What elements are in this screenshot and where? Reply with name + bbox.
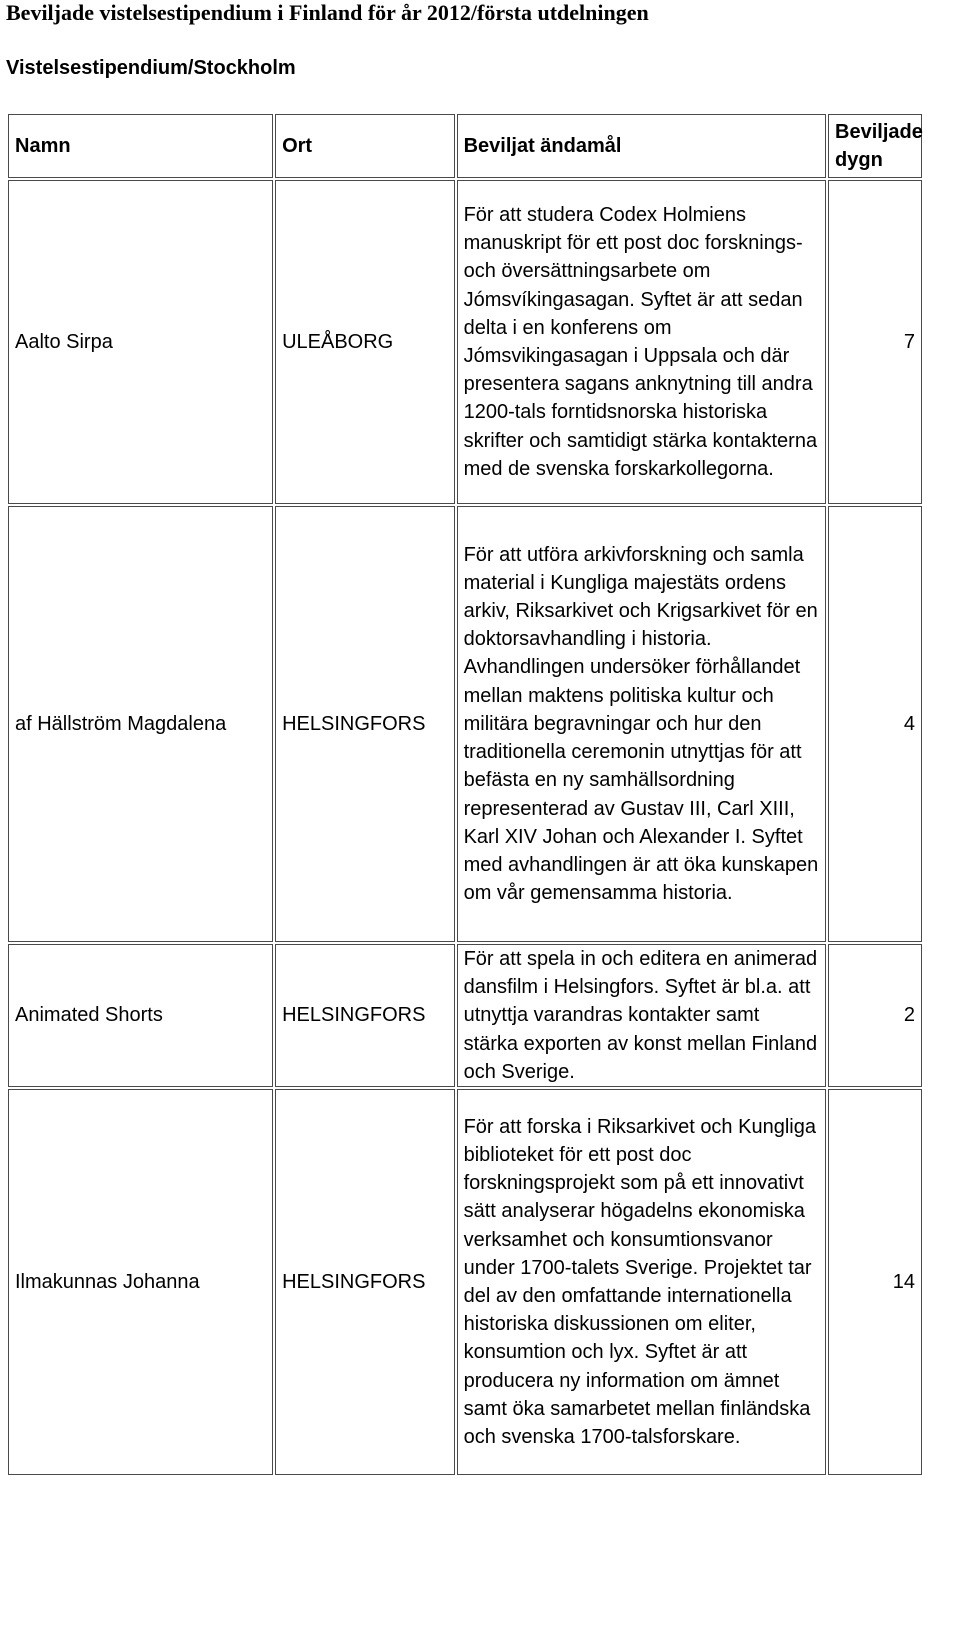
cell-purpose: För att spela in och editera en animerad dansfilm i Helsingfors. Syftet är bl.a. att utnyttja varandras kontakter samt stärka exporten av konst mellan Finland och Sverige. [457,944,826,1087]
section-subtitle: Vistelsestipendium/Stockholm [6,57,296,79]
column-header-place: Ort [275,114,455,178]
cell-name: Aalto Sirpa [8,180,273,504]
cell-place: HELSINGFORS [275,1089,455,1475]
cell-purpose: För att forska i Riksarkivet och Kungliga biblioteket för ett post doc forskningsprojekt som på ett innovativt sätt analyserar högadelns ekonomiska verksamhet och konsumtionsvanor under 1700-talets Sverige. Projektet tar del av den omfattande internationella historiska diskussionen om eliter, konsumtion och lyx. Syftet är att producera ny information om ämnet samt öka samarbetet mellan finländska och svenska 1700-talsforskare. [457,1089,826,1475]
cell-days: 2 [828,944,922,1087]
cell-purpose: För att studera Codex Holmiens manuskript för ett post doc forsknings- och översättningsarbete om Jómsvíkingasagan. Syftet är att sedan delta i en konferens om Jómsvikingasagan i Uppsala och där presentera sagans anknytning till andra 1200-tals forntidsnorska historiska skrifter och samtidigt stärka kontakterna med de svenska forskarkollegorna. [457,180,826,504]
cell-days: 7 [828,180,922,504]
cell-name: Animated Shorts [8,944,273,1087]
cell-name: af Hällström Magdalena [8,506,273,942]
table-header-row [8,114,922,178]
table-row [8,180,922,504]
cell-place: ULEÅBORG [275,180,455,504]
cell-name: Ilmakunnas Johanna [8,1089,273,1475]
column-header-name: Namn [8,114,273,178]
table-row [8,944,922,1087]
cell-purpose: För att utföra arkivforskning och samla material i Kungliga majestäts ordens arkiv, Riksarkivet och Krigsarkivet för en doktorsavhandling i historia. Avhandlingen undersöker förhållandet mellan maktens politiska kultur och militära begravningar och hur den traditionella ceremonin utnyttjas för att befästa en ny samhällsordning representerad av Gustav III, Carl XIII, Karl XIV Johan och Alexander I. Syftet med avhandlingen är att öka kunskapen om vår gemensamma historia. [457,506,826,942]
table-row [8,506,922,942]
column-header-days: Beviljade dygn [828,114,922,178]
cell-days: 4 [828,506,922,942]
cell-days: 14 [828,1089,922,1475]
grants-table [6,112,924,1477]
page-title: Beviljade vistelsestipendium i Finland för år 2012/första utdelningen [6,0,649,25]
column-header-purpose: Beviljat ändamål [457,114,826,178]
table-row [8,1089,922,1475]
cell-place: HELSINGFORS [275,506,455,942]
cell-place: HELSINGFORS [275,944,455,1087]
